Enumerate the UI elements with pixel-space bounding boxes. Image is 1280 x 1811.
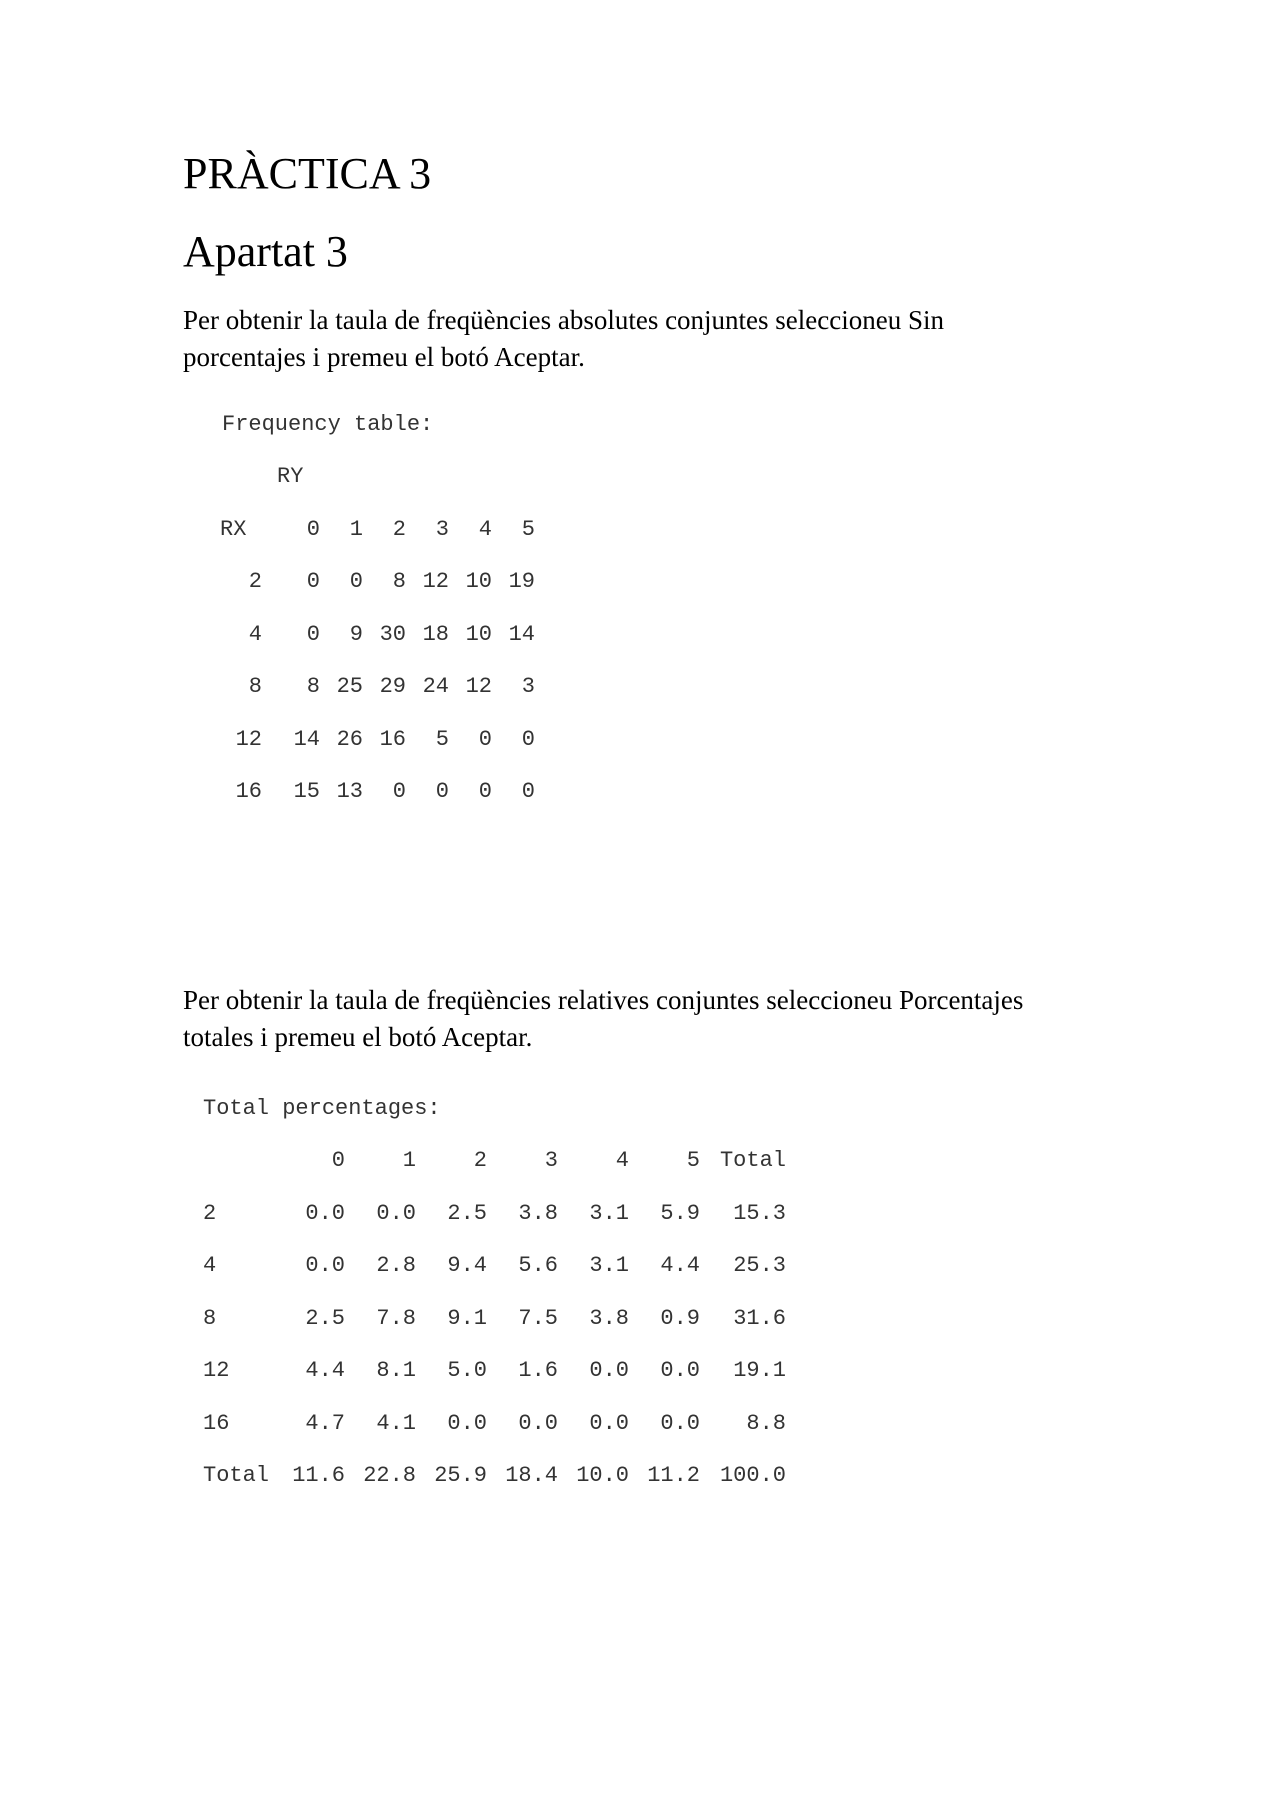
table-cell: 12 — [422, 569, 449, 594]
row-label: 4 — [203, 1253, 217, 1278]
table-cell: 0 — [306, 622, 320, 647]
table-cell: 18.4 — [505, 1463, 558, 1488]
table-cell: 0.0 — [589, 1411, 629, 1436]
table-cell: 0 — [435, 779, 449, 804]
column-header: 5 — [521, 517, 535, 542]
table-cell: 30 — [379, 622, 406, 647]
table-cell: 3 — [521, 674, 535, 699]
table-cell: 1.6 — [518, 1358, 558, 1383]
table-cell: 0.0 — [589, 1358, 629, 1383]
table-cell: 4.4 — [660, 1253, 700, 1278]
column-header: 3 — [544, 1148, 558, 1173]
paragraph-line: Per obtenir la taula de freqüències relatives conjuntes seleccioneu Porcentajes — [183, 985, 1024, 1015]
table-cell: 18 — [422, 622, 449, 647]
row-label: 16 — [235, 779, 262, 804]
row-label: 2 — [248, 569, 262, 594]
column-header: 0 — [306, 517, 320, 542]
table-cell: 9 — [349, 622, 363, 647]
row-label: 8 — [203, 1306, 217, 1331]
table-cell: 0 — [521, 727, 535, 752]
paragraph-absolute-frequencies — [183, 302, 1083, 376]
column-variable-label: RY — [277, 464, 304, 489]
table-cell: 2.5 — [305, 1306, 345, 1331]
table-cell: 0 — [392, 779, 406, 804]
table-cell: 8.8 — [746, 1411, 786, 1436]
column-header: 5 — [686, 1148, 700, 1173]
table-cell: 29 — [379, 674, 406, 699]
table-cell: 25.9 — [434, 1463, 487, 1488]
paragraph-relative-frequencies — [183, 982, 1083, 1056]
column-header: 3 — [435, 517, 449, 542]
column-header: 2 — [473, 1148, 487, 1173]
table-cell: 0 — [478, 779, 492, 804]
table-cell: 3.8 — [589, 1306, 629, 1331]
row-label: 12 — [235, 727, 262, 752]
table-cell: 0.0 — [518, 1411, 558, 1436]
table-cell: 3.1 — [589, 1253, 629, 1278]
table-cell: 8 — [392, 569, 406, 594]
table-cell: 0 — [349, 569, 363, 594]
table-cell: 5 — [435, 727, 449, 752]
table-cell: 0.0 — [660, 1411, 700, 1436]
table-cell: 15.3 — [733, 1201, 786, 1226]
table-cell: 19.1 — [733, 1358, 786, 1383]
table-cell: 0.0 — [305, 1253, 345, 1278]
table-cell: 3.1 — [589, 1201, 629, 1226]
row-label: 16 — [203, 1411, 230, 1436]
table-cell: 10 — [465, 622, 492, 647]
table-cell: 4.1 — [376, 1411, 416, 1436]
table-cell: 8.1 — [376, 1358, 416, 1383]
table-cell: 5.9 — [660, 1201, 700, 1226]
table-cell: 4.7 — [305, 1411, 345, 1436]
table-cell: 100.0 — [719, 1463, 786, 1488]
table-cell: 7.5 — [518, 1306, 558, 1331]
page-title: PRÀCTICA 3 — [183, 149, 432, 198]
table-cell: 11.2 — [647, 1463, 700, 1488]
column-header: 1 — [349, 517, 363, 542]
table-cell: 2.8 — [376, 1253, 416, 1278]
row-label: 12 — [203, 1358, 230, 1383]
percentages-table-heading: Total percentages: — [203, 1096, 441, 1121]
table-cell: 0 — [478, 727, 492, 752]
table-cell: 22.8 — [363, 1463, 416, 1488]
table-cell: 31.6 — [733, 1306, 786, 1331]
table-cell: 5.0 — [447, 1358, 487, 1383]
table-cell: 14 — [508, 622, 535, 647]
column-header: 4 — [615, 1148, 629, 1173]
section-title: Apartat 3 — [183, 227, 348, 276]
table-cell: 16 — [379, 727, 406, 752]
row-variable-label: RX — [220, 517, 247, 542]
table-cell: 9.4 — [447, 1253, 487, 1278]
table-cell: 25.3 — [733, 1253, 786, 1278]
column-header: 2 — [392, 517, 406, 542]
column-header: 1 — [402, 1148, 416, 1173]
row-label: 2 — [203, 1201, 217, 1226]
table-cell: 3.8 — [518, 1201, 558, 1226]
table-cell: 7.8 — [376, 1306, 416, 1331]
table-cell: 12 — [465, 674, 492, 699]
column-header: 4 — [478, 517, 492, 542]
table-cell: 8 — [306, 674, 320, 699]
row-label: 8 — [248, 674, 262, 699]
table-cell: 0.0 — [447, 1411, 487, 1436]
table-cell: 9.1 — [447, 1306, 487, 1331]
paragraph-line: Per obtenir la taula de freqüències absolutes conjuntes seleccioneu Sin — [183, 305, 944, 335]
column-header: 0 — [331, 1148, 345, 1173]
table-cell: 0 — [306, 569, 320, 594]
table-cell: 10.0 — [576, 1463, 629, 1488]
row-label: Total — [203, 1463, 270, 1488]
column-header: Total — [719, 1148, 786, 1173]
paragraph-line: totales i premeu el botó Aceptar. — [183, 1022, 533, 1052]
table-cell: 2.5 — [447, 1201, 487, 1226]
table-cell: 25 — [336, 674, 363, 699]
frequency-table-heading: Frequency table: — [222, 412, 434, 437]
table-cell: 0.0 — [660, 1358, 700, 1383]
table-cell: 0.0 — [305, 1201, 345, 1226]
paragraph-line: porcentajes i premeu el botó Aceptar. — [183, 342, 585, 372]
table-cell: 14 — [293, 727, 320, 752]
table-cell: 10 — [465, 569, 492, 594]
table-cell: 0.9 — [660, 1306, 700, 1331]
table-cell: 4.4 — [305, 1358, 345, 1383]
table-cell: 13 — [336, 779, 363, 804]
table-cell: 5.6 — [518, 1253, 558, 1278]
table-cell: 19 — [508, 569, 535, 594]
table-cell: 0.0 — [376, 1201, 416, 1226]
table-cell: 0 — [521, 779, 535, 804]
table-cell: 11.6 — [292, 1463, 345, 1488]
table-cell: 24 — [422, 674, 449, 699]
row-label: 4 — [248, 622, 262, 647]
table-cell: 26 — [336, 727, 363, 752]
table-cell: 15 — [293, 779, 320, 804]
